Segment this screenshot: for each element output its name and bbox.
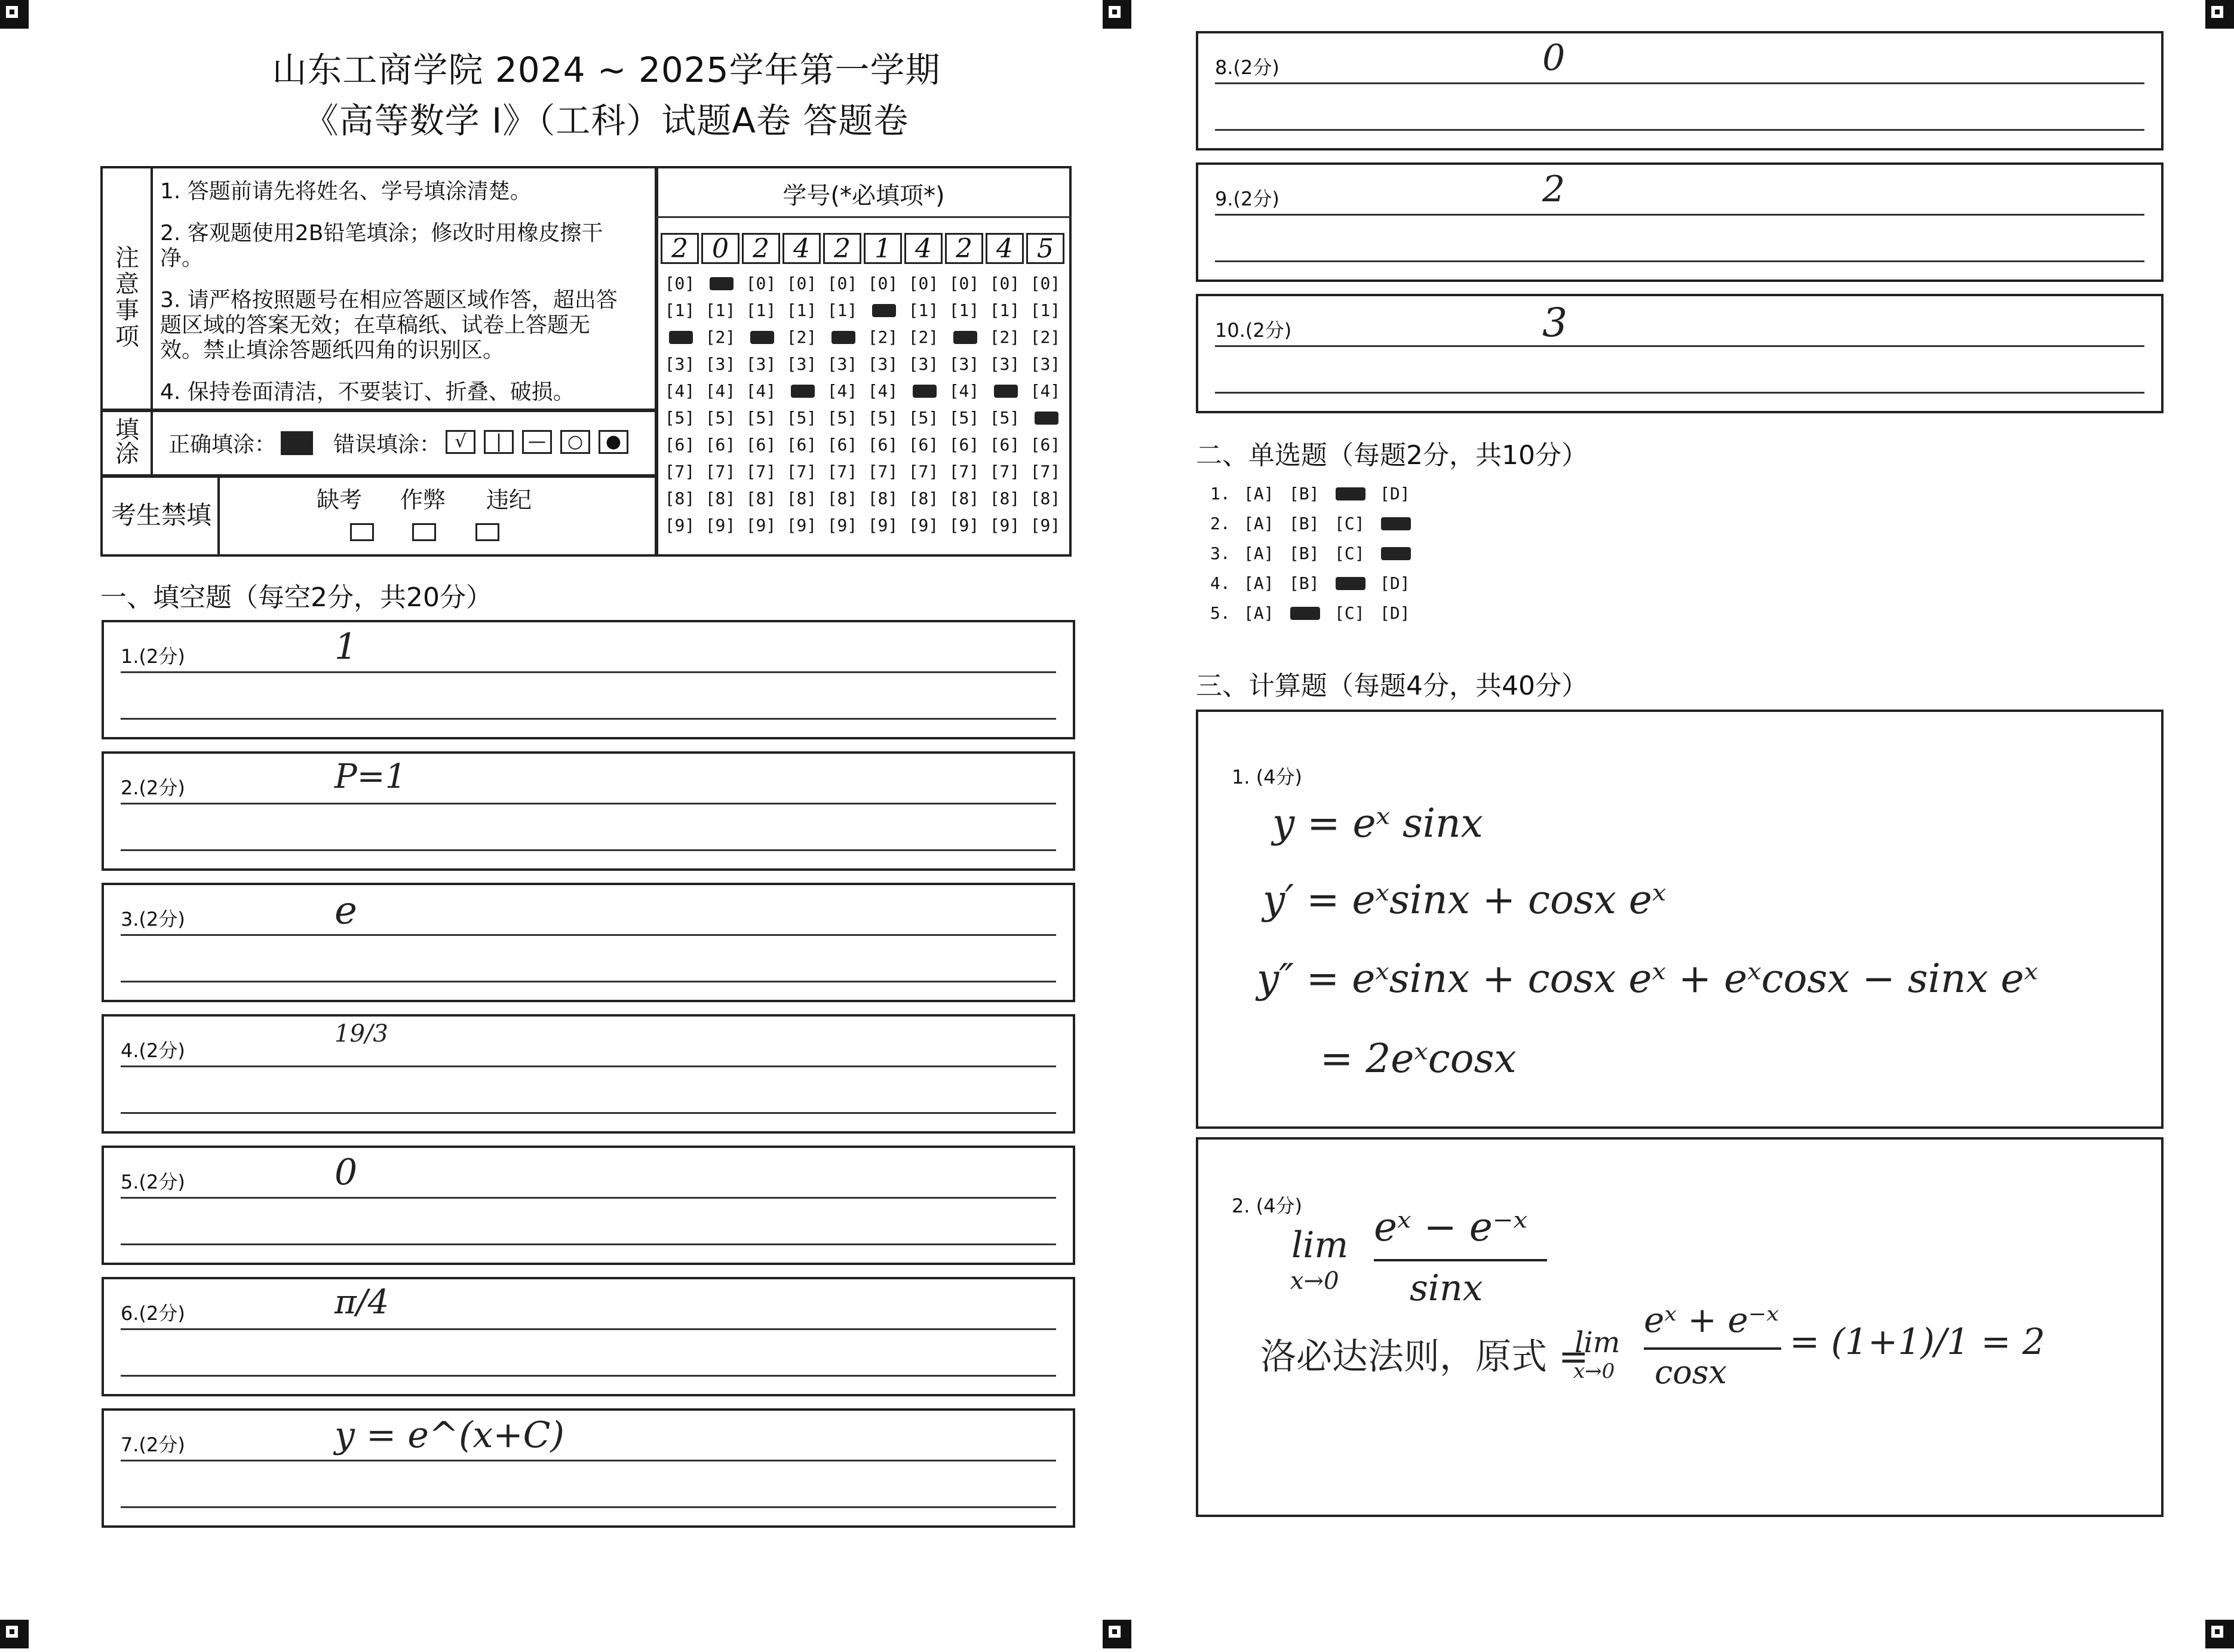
student-id-bubble[interactable]: [3]	[949, 354, 980, 374]
fill-blank-label-2: 2.(2分)	[121, 776, 185, 799]
fill-blank-answer-3: e	[335, 889, 357, 933]
student-id-bubble[interactable]: [8]	[745, 489, 777, 508]
student-id-bubble[interactable]: [1]	[745, 300, 777, 320]
corner-marker-top-middle	[1103, 0, 1131, 29]
student-id-bubble[interactable]: [8]	[949, 489, 980, 508]
cheating-label: 作弊	[400, 487, 446, 513]
student-id-bubble[interactable]: [6]	[827, 435, 858, 455]
student-id-digit-cell[interactable]: 4	[904, 233, 943, 264]
student-id-bubble[interactable]: [0]	[827, 274, 858, 293]
calc-q2-lim2-sub: x→0	[1573, 1359, 1615, 1383]
student-id-bubble[interactable]: [4]	[949, 381, 980, 401]
mc-option[interactable]: [C]	[1334, 543, 1365, 563]
student-id-bubble[interactable]: [9]	[867, 515, 898, 535]
student-id-bubble[interactable]: [5]	[664, 408, 695, 428]
answer-line	[121, 1197, 1056, 1199]
student-id-bubble[interactable]: [6]	[786, 435, 817, 455]
student-id-bubble[interactable]: [1]	[827, 300, 858, 320]
student-id-bubble[interactable]: [8]	[867, 489, 898, 508]
mc-option[interactable]: [A]	[1244, 484, 1274, 503]
mc-question-number: 2.	[1210, 514, 1230, 533]
notice-item-2: 2. 客观题使用2B铅笔填涂；修改时用橡皮擦干净。	[160, 221, 603, 271]
student-id-bubble-filled[interactable]	[904, 381, 943, 401]
mc-option[interactable]: [A]	[1244, 603, 1274, 623]
student-id-bubble[interactable]: [6]	[745, 435, 777, 455]
corner-marker-bottom-right	[2205, 1620, 2234, 1648]
cheating-checkbox[interactable]	[412, 523, 436, 541]
student-id-bubble[interactable]: [0]	[664, 274, 695, 293]
mc-question-row	[1210, 543, 1425, 563]
student-id-bubble[interactable]: [3]	[786, 354, 817, 374]
student-id-bubble[interactable]: [2]	[705, 327, 736, 347]
fill-blank-box-10[interactable]	[1196, 294, 2164, 413]
fill-blank-label-9: 9.(2分)	[1215, 188, 1279, 210]
corner-marker-top-left	[0, 0, 29, 29]
student-id-bubble[interactable]: [8]	[989, 489, 1020, 508]
section2-title: 二、单选题（每题2分，共10分）	[1196, 440, 1588, 471]
answer-line	[121, 934, 1056, 936]
student-id-bubble-filled[interactable]	[986, 381, 1024, 401]
answer-line	[121, 849, 1056, 851]
absent-checkbox[interactable]	[350, 523, 374, 541]
answer-line	[121, 981, 1056, 982]
mc-option[interactable]: [B]	[1289, 543, 1319, 563]
calc-q2-label: 2. (4分)	[1232, 1195, 1303, 1217]
student-id-bubble[interactable]: [5]	[705, 408, 736, 428]
student-id-bubble[interactable]: [5]	[949, 408, 980, 428]
student-id-bubble[interactable]: [8]	[664, 489, 695, 508]
student-id-digit-cell[interactable]: 1	[864, 233, 902, 264]
student-id-bubble[interactable]: [9]	[1030, 515, 1061, 535]
student-id-bubble[interactable]: [0]	[786, 274, 817, 293]
answer-line	[121, 1506, 1056, 1508]
answer-line	[1215, 345, 2144, 347]
absent-label: 缺考	[317, 487, 363, 513]
correct-fill-sample	[281, 431, 313, 455]
student-id-digit-cell[interactable]: 5	[1026, 233, 1064, 264]
student-id-bubble[interactable]: [9]	[745, 515, 777, 535]
fill-blank-answer-6: π/4	[335, 1283, 389, 1322]
student-id-bubble[interactable]: [1]	[664, 300, 695, 320]
page-title-line1: 山东工商学院 2024 ~ 2025学年第一学期	[272, 50, 941, 90]
wrong-fill-circle: ○	[560, 430, 590, 454]
student-id-bubble[interactable]: [7]	[827, 462, 858, 481]
fill-blank-answer-1: 1	[335, 626, 358, 668]
mc-option[interactable]: [B]	[1289, 573, 1319, 593]
calc-q2-numerator: eˣ − e⁻ˣ	[1374, 1204, 1528, 1250]
student-id-bubble[interactable]: [4]	[827, 381, 858, 401]
mc-question-number: 3.	[1210, 543, 1230, 563]
mc-option-filled[interactable]	[1289, 603, 1334, 623]
student-id-digit-cell[interactable]: 2	[945, 233, 983, 264]
fill-blank-label-7: 7.(2分)	[121, 1433, 185, 1456]
calc-q2-lim2: lim	[1575, 1326, 1621, 1359]
student-id-bubble-filled[interactable]	[945, 327, 983, 347]
answer-line	[121, 1112, 1056, 1114]
calc-q2-lim: lim	[1291, 1224, 1349, 1266]
fill-blank-box-2[interactable]	[102, 751, 1075, 871]
calc-q1-line3: y″ = eˣsinx + cosx eˣ + eˣcosx − sinx eˣ	[1257, 956, 2038, 1002]
mc-option[interactable]: [B]	[1289, 514, 1319, 533]
mc-question-row	[1210, 514, 1425, 533]
calc-q2-lim-sub: x→0	[1290, 1267, 1339, 1295]
student-id-bubble[interactable]: [3]	[867, 354, 898, 374]
wrong-fill-bar: |	[484, 430, 514, 454]
student-id-bubble[interactable]: [5]	[745, 408, 777, 428]
fill-blank-answer-10: 3	[1542, 300, 1567, 346]
student-id-bubble-filled[interactable]	[823, 327, 861, 347]
student-id-bubble[interactable]: [4]	[664, 381, 695, 401]
calc-q2-denominator2: cosx	[1655, 1353, 1727, 1391]
fill-blank-answer-4: 19/3	[335, 1020, 388, 1048]
answer-line	[121, 718, 1056, 720]
fill-side-label: 填涂	[115, 416, 139, 468]
mc-question-row	[1210, 484, 1425, 503]
student-id-bubble[interactable]: [0]	[745, 274, 777, 293]
fill-blank-answer-7: y = e^(x+C)	[335, 1414, 564, 1456]
calc-q1-line1: y = eˣ sinx	[1272, 800, 1483, 846]
fill-blank-answer-9: 2	[1542, 168, 1566, 210]
student-id-bubble[interactable]: [5]	[867, 408, 898, 428]
student-id-bubble[interactable]: [0]	[1030, 274, 1061, 293]
student-id-bubble[interactable]: [0]	[989, 274, 1020, 293]
corner-marker-bottom-middle	[1103, 1620, 1131, 1648]
student-id-bubble[interactable]: [7]	[664, 462, 695, 481]
student-id-bubble[interactable]: [1]	[989, 300, 1020, 320]
student-id-bubble[interactable]: [0]	[949, 274, 980, 293]
mc-question-row	[1210, 603, 1425, 623]
student-id-bubble[interactable]: [2]	[908, 327, 939, 347]
answer-line	[1215, 392, 2144, 394]
notice-item-1: 1. 答题前请先将姓名、学号填涂清楚。	[160, 179, 532, 204]
mc-option[interactable]: [A]	[1244, 573, 1274, 593]
student-id-bubble[interactable]: [7]	[745, 462, 777, 481]
student-id-bubble[interactable]: [3]	[989, 354, 1020, 374]
answer-line	[1215, 129, 2144, 131]
answer-line	[121, 671, 1056, 673]
notice-item-3: 3. 请严格按照题号在相应答题区域作答，超出答题区域的答案无效；在草稿纸、试卷上答题无效。禁止填涂答题纸四角的识别区。	[160, 288, 618, 363]
mc-option-filled[interactable]	[1380, 514, 1425, 533]
mc-option[interactable]: [B]	[1289, 484, 1319, 503]
notice-item-4: 4. 保持卷面清洁，不要装订、折叠、破损。	[160, 380, 575, 404]
calc-q2-rule-text: 洛必达法则，原式 =	[1260, 1336, 1589, 1378]
answer-line	[1215, 260, 2144, 262]
student-id-bubble[interactable]: [6]	[867, 435, 898, 455]
student-id-bubble[interactable]: [7]	[949, 462, 980, 481]
mc-option[interactable]: [D]	[1380, 603, 1410, 623]
student-id-bubble-filled[interactable]	[782, 381, 821, 401]
student-id-digit-cell[interactable]: 4	[986, 233, 1024, 264]
student-id-bubble[interactable]: [9]	[949, 515, 980, 535]
page-title-line2: 《高等数学 I》（工科）试题A卷 答题卷	[303, 100, 909, 141]
section3-title: 三、计算题（每题4分，共40分）	[1196, 671, 1588, 701]
student-id-digit-cell[interactable]: 2	[742, 233, 780, 264]
correct-fill-label: 正确填涂：	[168, 432, 277, 457]
calc-q2-numerator2: eˣ + e⁻ˣ	[1644, 1300, 1779, 1340]
wrong-fill-dash: —	[522, 430, 552, 454]
answer-line	[121, 1243, 1056, 1245]
student-id-bubble-filled[interactable]	[742, 327, 780, 347]
student-id-bubble[interactable]: [3]	[705, 354, 736, 374]
student-id-bubble[interactable]: [4]	[867, 381, 898, 401]
student-id-bubble[interactable]: [9]	[908, 515, 939, 535]
notice-side-label: 注意事项	[115, 244, 139, 351]
student-id-bubble[interactable]: [3]	[664, 354, 695, 374]
fill-blank-label-3: 3.(2分)	[121, 908, 185, 931]
student-id-bubble[interactable]: [5]	[827, 408, 858, 428]
student-id-bubble[interactable]: [6]	[664, 435, 695, 455]
fill-blank-label-4: 4.(2分)	[121, 1039, 185, 1062]
student-id-bubble[interactable]: [7]	[989, 462, 1020, 481]
fill-blank-box-7[interactable]	[102, 1408, 1075, 1528]
fill-blank-box-4[interactable]	[102, 1014, 1075, 1134]
section1-title: 一、填空题（每空2分，共20分）	[100, 582, 492, 613]
mc-option-filled[interactable]	[1334, 573, 1380, 593]
student-id-bubble[interactable]: [1]	[949, 300, 980, 320]
exam-status-label: 考生禁填	[111, 500, 212, 530]
student-id-bubble[interactable]: [2]	[1030, 327, 1061, 347]
student-id-bubble[interactable]: [9]	[705, 515, 736, 535]
mc-option-filled[interactable]	[1380, 543, 1425, 563]
fill-blank-box-8[interactable]	[1196, 31, 2164, 151]
student-id-bubble[interactable]: [2]	[989, 327, 1020, 347]
student-id-bubble[interactable]: [4]	[705, 381, 736, 401]
mc-option[interactable]: [A]	[1244, 543, 1274, 563]
student-id-bubble[interactable]: [6]	[989, 435, 1020, 455]
student-id-bubble[interactable]: [9]	[827, 515, 858, 535]
student-id-bubble[interactable]: [6]	[1030, 435, 1061, 455]
student-id-bubble[interactable]: [4]	[1030, 381, 1061, 401]
fill-blank-label-10: 10.(2分)	[1215, 319, 1292, 342]
student-id-bubble[interactable]: [8]	[786, 489, 817, 508]
mc-question-number: 4.	[1210, 573, 1230, 593]
student-id-bubble[interactable]: [3]	[745, 354, 777, 374]
student-id-bubble[interactable]: [0]	[908, 274, 939, 293]
fill-blank-label-1: 1.(2分)	[121, 645, 185, 668]
violation-label: 违纪	[486, 487, 532, 513]
student-id-header: 学号(*必填项*)	[782, 182, 945, 210]
student-id-bubble[interactable]: [2]	[867, 327, 898, 347]
fill-blank-box-3[interactable]	[102, 883, 1075, 1002]
student-id-bubble[interactable]: [7]	[908, 462, 939, 481]
mc-option[interactable]: [D]	[1380, 573, 1410, 593]
mc-question-row	[1210, 573, 1425, 593]
wrong-fill-check: √	[446, 430, 475, 454]
student-id-bubble[interactable]: [0]	[867, 274, 898, 293]
student-id-digit-cell[interactable]: 2	[823, 233, 861, 264]
student-id-bubble[interactable]: [1]	[786, 300, 817, 320]
corner-marker-bottom-left	[0, 1620, 29, 1648]
mc-question-number: 1.	[1210, 484, 1230, 503]
student-id-bubble[interactable]: [1]	[705, 300, 736, 320]
student-id-bubble[interactable]: [5]	[989, 408, 1020, 428]
fill-blank-box-1[interactable]	[102, 620, 1075, 739]
student-id-bubble[interactable]: [1]	[1030, 300, 1061, 320]
student-id-bubble[interactable]: [7]	[867, 462, 898, 481]
calc-q1-label: 1. (4分)	[1232, 766, 1303, 788]
student-id-bubble[interactable]: [4]	[745, 381, 777, 401]
answer-line	[121, 1460, 1056, 1461]
student-id-digit-cell[interactable]: 0	[701, 233, 739, 264]
student-id-bubble[interactable]: [3]	[827, 354, 858, 374]
answer-line	[121, 1328, 1056, 1330]
student-id-bubble[interactable]: [9]	[664, 515, 695, 535]
student-id-bubble[interactable]: [7]	[786, 462, 817, 481]
student-id-bubble[interactable]: [7]	[1030, 462, 1061, 481]
student-id-bubble[interactable]: [5]	[786, 408, 817, 428]
student-id-bubble[interactable]: [9]	[786, 515, 817, 535]
student-id-bubble[interactable]: [2]	[786, 327, 817, 347]
fill-blank-answer-5: 0	[335, 1152, 358, 1193]
student-id-bubble[interactable]: [7]	[705, 462, 736, 481]
calc-q1-line4: = 2eˣcosx	[1320, 1036, 1517, 1082]
fill-blank-box-9[interactable]	[1196, 162, 2164, 282]
student-id-bubble-filled[interactable]	[864, 300, 902, 320]
fill-blank-answer-2: P=1	[335, 757, 407, 796]
corner-marker-top-right	[2205, 0, 2234, 29]
student-id-digit-cell[interactable]: 4	[782, 233, 821, 264]
student-id-bubble[interactable]: [5]	[908, 408, 939, 428]
violation-checkbox[interactable]	[475, 523, 499, 541]
student-id-bubble[interactable]: [6]	[949, 435, 980, 455]
mc-option[interactable]: [D]	[1380, 484, 1410, 503]
student-id-bubble-filled[interactable]	[661, 327, 699, 347]
student-id-bubble[interactable]: [6]	[705, 435, 736, 455]
calc-q1-line2: y′ = eˣsinx + cosx eˣ	[1263, 877, 1667, 923]
student-id-bubble-filled[interactable]	[701, 274, 739, 293]
calc-q2-result: = (1+1)/1 = 2	[1790, 1321, 2045, 1363]
student-id-bubble-filled[interactable]	[1026, 408, 1064, 428]
student-id-bubble[interactable]: [9]	[989, 515, 1020, 535]
student-id-bubble[interactable]: [3]	[908, 354, 939, 374]
answer-line	[121, 1375, 1056, 1377]
student-id-bubble[interactable]: [1]	[908, 300, 939, 320]
calc-q2-fraction-bar	[1374, 1259, 1547, 1261]
student-id-bubble[interactable]: [8]	[908, 489, 939, 508]
mc-option[interactable]: [A]	[1244, 514, 1274, 533]
calc-q2-fraction-bar2	[1644, 1347, 1781, 1350]
fill-blank-box-5[interactable]	[102, 1146, 1075, 1265]
fill-blank-label-6: 6.(2分)	[121, 1302, 185, 1325]
mc-question-number: 5.	[1210, 603, 1230, 623]
answer-line	[121, 803, 1056, 804]
wrong-fill-dot: ●	[599, 430, 628, 454]
calc-q2-denominator: sinx	[1410, 1267, 1483, 1309]
answer-line	[1215, 214, 2144, 216]
mc-option[interactable]: [C]	[1334, 514, 1365, 533]
student-id-bubble[interactable]: [8]	[827, 489, 858, 508]
student-id-bubble[interactable]: [6]	[908, 435, 939, 455]
student-id-bubble[interactable]: [8]	[705, 489, 736, 508]
student-id-bubble[interactable]: [3]	[1030, 354, 1061, 374]
wrong-fill-label: 错误填涂：	[333, 432, 441, 457]
fill-blank-answer-8: 0	[1542, 37, 1566, 79]
student-id-digit-cell[interactable]: 2	[661, 233, 699, 264]
answer-line	[1215, 82, 2144, 84]
fill-blank-label-8: 8.(2分)	[1215, 56, 1279, 79]
mc-option[interactable]: [C]	[1334, 603, 1365, 623]
answer-line	[121, 1065, 1056, 1067]
student-id-bubble[interactable]: [8]	[1030, 489, 1061, 508]
mc-option-filled[interactable]	[1334, 484, 1380, 503]
fill-blank-box-6[interactable]	[102, 1277, 1075, 1396]
fill-blank-label-5: 5.(2分)	[121, 1171, 185, 1193]
